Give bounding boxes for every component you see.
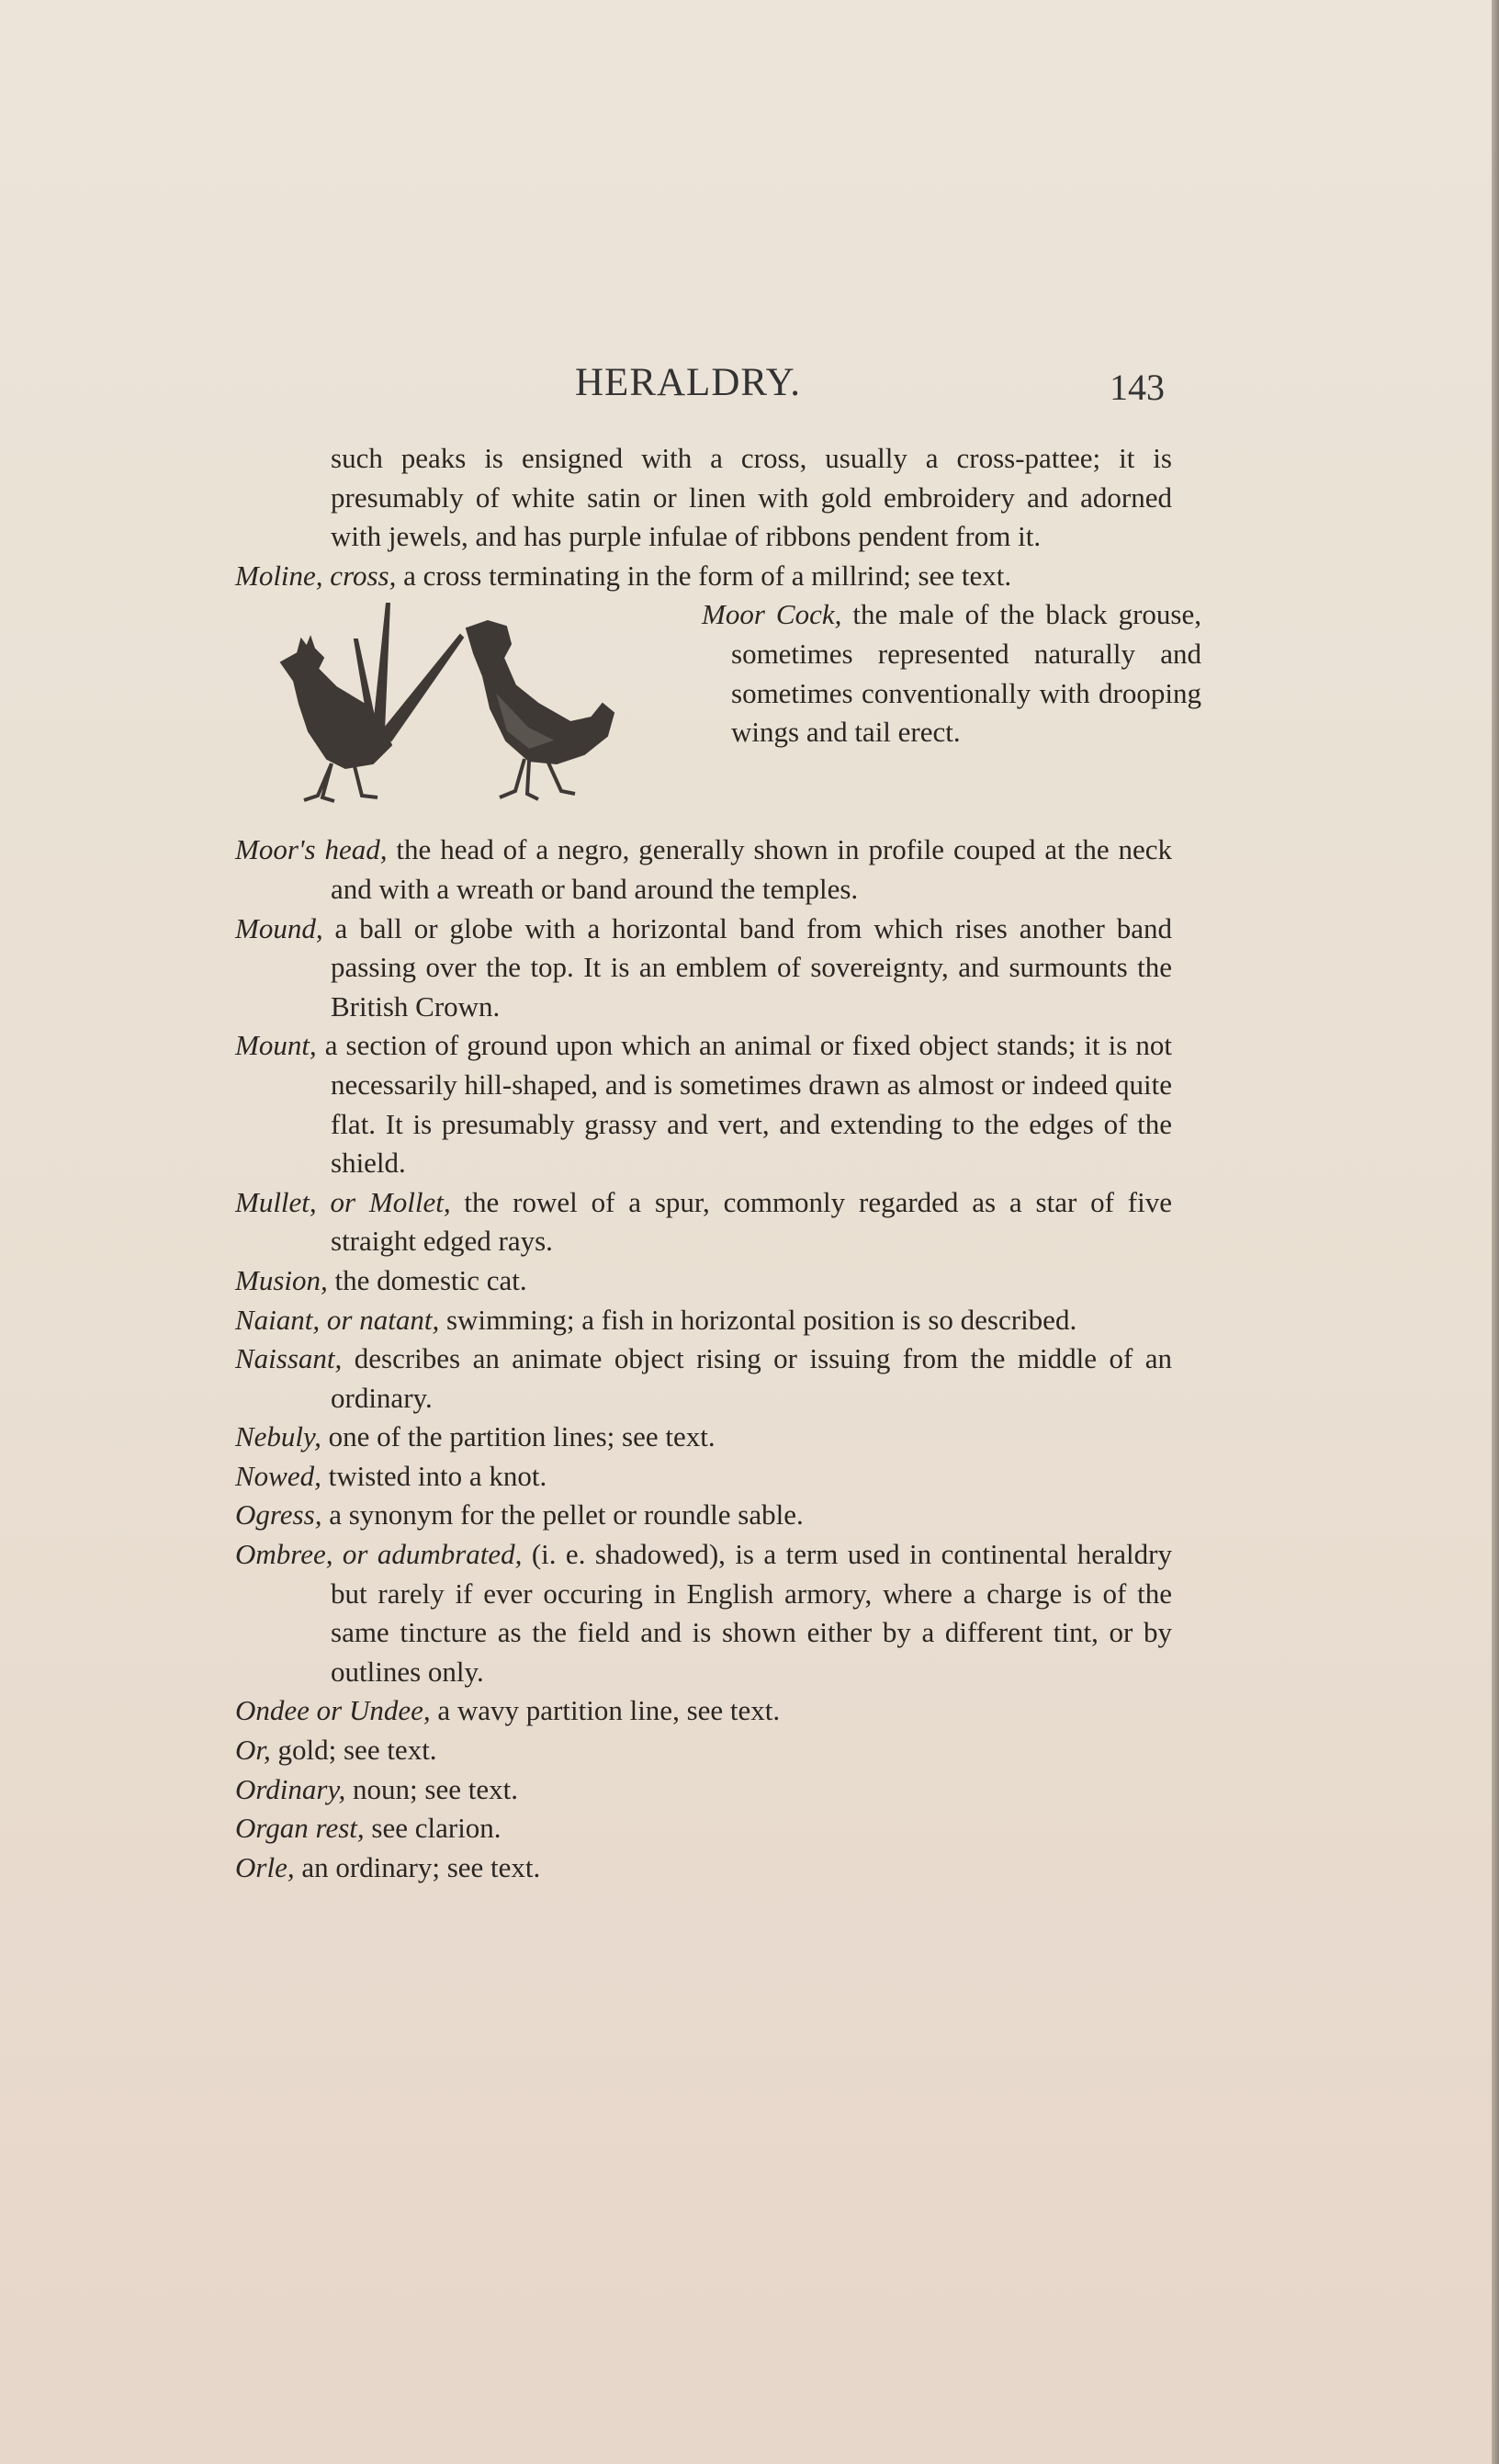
entry-definition: such peaks is ensigned with a cross, usually a cross-pattee; it is presumably of white satin or linen with gold embroidery and adorned with jewels, and has purple infulae of ribbons pendent from it. xyxy=(331,442,1172,553)
entry-term: Musion, xyxy=(235,1263,328,1296)
entry-definition: twisted into a knot. xyxy=(321,1459,547,1492)
entry-term: Mullet, or Mollet, xyxy=(235,1185,451,1218)
glossary-entry xyxy=(235,1691,1172,1731)
entry-definition: a ball or globe with a horizontal band from which rises another band passing over the top. It is an emblem of sovereignty, and surmounts the British Crown. xyxy=(322,911,1172,1023)
entry-definition: the domestic cat. xyxy=(327,1263,527,1296)
glossary-entry xyxy=(235,1535,1172,1691)
glossary-entry xyxy=(235,1301,1172,1340)
glossary-entry xyxy=(235,1261,1172,1301)
entry-definition: (i. e. shadowed), is a term used in continental heraldry but rarely if ever occuring in English armory, where a charge is of the same tincture as the field and is shown either by a different tint, or by outlines only. xyxy=(331,1538,1172,1688)
entry-definition: the rowel of a spur, commonly regarded as a star of five straight edged rays. xyxy=(331,1185,1172,1258)
grouse-left-legs xyxy=(304,763,378,801)
page-title: HERALDRY. xyxy=(575,361,801,404)
glossary-entry xyxy=(235,557,1172,596)
entry-term: Naiant, or natant, xyxy=(235,1303,440,1336)
entry-definition: a cross terminating in the form of a millrind; see text. xyxy=(396,559,1012,592)
entry-term: Orle, xyxy=(235,1850,295,1883)
entry-term: Moline, cross, xyxy=(235,559,397,592)
grouse-left-body xyxy=(281,638,391,768)
grouse-left-tail-feather xyxy=(382,635,463,740)
entry-definition: gold; see text. xyxy=(270,1734,437,1767)
entry-term: Ondee or Undee, xyxy=(235,1694,431,1727)
entry-definition: a wavy partition line, see text. xyxy=(430,1694,781,1727)
glossary-entry xyxy=(235,1457,1172,1497)
entry-definition: noun; see text. xyxy=(345,1772,518,1805)
entry-definition: the head of a negro, generally shown in profile couped at the neck and with a wreath or band around the temples. xyxy=(331,833,1173,905)
entry-term: Nowed, xyxy=(235,1459,321,1492)
entry-term: Mound, xyxy=(235,911,323,944)
glossary-entry xyxy=(235,1496,1172,1535)
entry-term: Moor's head, xyxy=(235,833,388,866)
glossary-entry xyxy=(235,1731,1172,1770)
grouse-left-tail-feather xyxy=(375,603,389,731)
entry-term: Organ rest, xyxy=(235,1812,365,1845)
entry-definition: one of the partition lines; see text. xyxy=(321,1420,716,1453)
glossary-entry xyxy=(235,1418,1172,1457)
entry-definition: swimming; a fish in horizontal position is so described. xyxy=(439,1303,1077,1336)
glossary-body xyxy=(235,439,1201,1887)
black-grouse-illustration xyxy=(254,603,685,823)
entry-definition: a synonym for the pellet or roundle sable. xyxy=(321,1498,804,1532)
page-number: 143 xyxy=(1110,367,1165,408)
entry-definition: an ordinary; see text. xyxy=(294,1850,541,1883)
entry-term: Or, xyxy=(235,1734,271,1767)
glossary-entry xyxy=(235,910,1172,1027)
entry-definition: a section of ground upon which an animal or fixed object stands; it is not necessarily hill-shaped, and is sometimes drawn as almost or indeed quite flat. It is presumably grassy and vert, and extending to the edges of the shield. xyxy=(316,1029,1172,1180)
glossary-entry xyxy=(235,1848,1172,1888)
entry-term: Ombree, or adumbrated, xyxy=(235,1538,523,1571)
entries-bottom xyxy=(235,831,1172,1887)
running-head xyxy=(0,360,1499,415)
entry-term: Nebuly, xyxy=(235,1420,321,1453)
moor-cock-block xyxy=(235,595,1201,831)
entry-term: Moor Cock, xyxy=(702,598,842,631)
entry-definition: describes an animate object rising or issuing from the middle of an ordinary. xyxy=(331,1342,1172,1414)
entry-term: Ogress, xyxy=(235,1498,322,1532)
glossary-entry xyxy=(235,439,1172,557)
entry-moor-cock xyxy=(702,595,1201,752)
glossary-entry xyxy=(235,1809,1172,1848)
glossary-entry xyxy=(235,1026,1172,1182)
entries-top xyxy=(235,439,1172,595)
glossary-entry xyxy=(235,1339,1172,1418)
grouse-right-legs xyxy=(500,759,575,799)
entry-term: Naissant, xyxy=(235,1342,343,1375)
entry-definition: see clarion. xyxy=(364,1812,502,1845)
entry-definition: the male of the black grouse, sometimes represented naturally and sometimes conventionally with drooping wings and tail erect. xyxy=(731,598,1201,749)
entry-term: Mount, xyxy=(235,1029,317,1062)
glossary-entry xyxy=(235,1770,1172,1810)
glossary-entry xyxy=(235,1183,1172,1261)
glossary-entry xyxy=(235,831,1172,909)
entry-term: Ordinary, xyxy=(235,1772,346,1805)
